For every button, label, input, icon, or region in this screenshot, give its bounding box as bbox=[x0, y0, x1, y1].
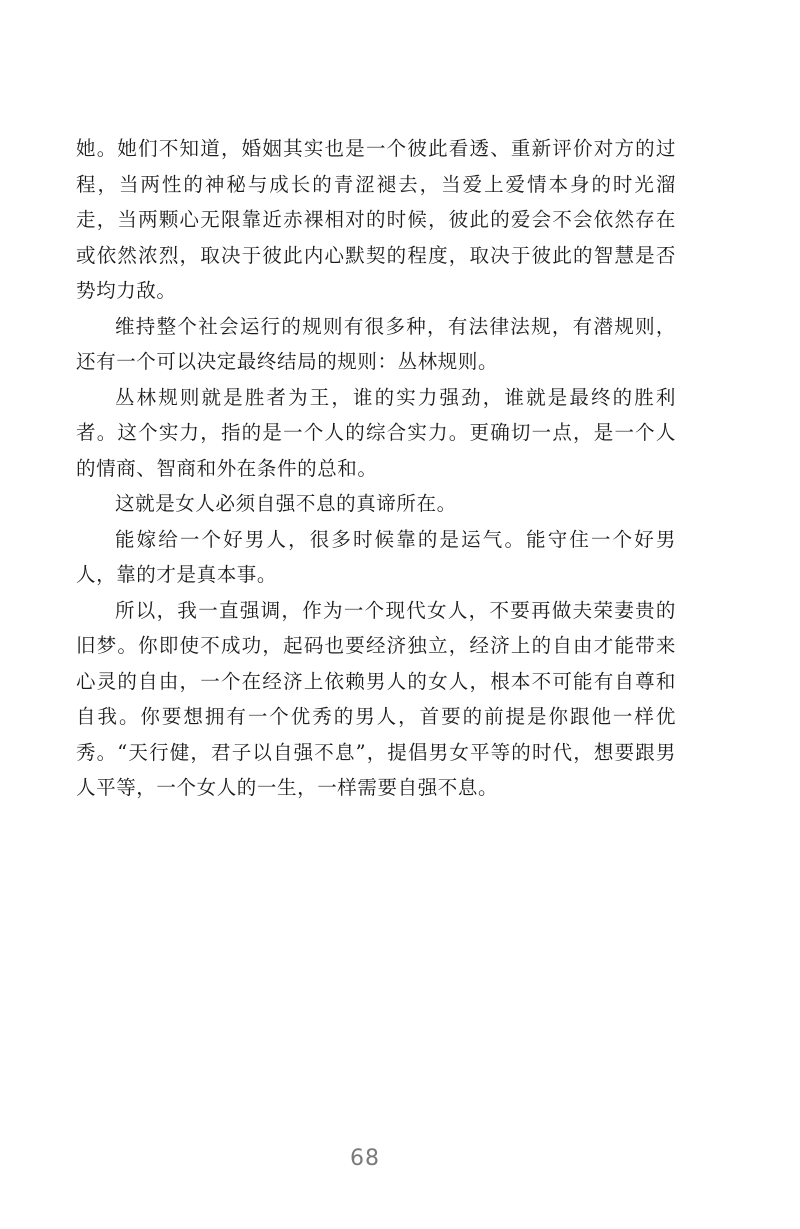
paragraph-jungle-rules-intro: 维持整个社会运行的规则有很多种，有法律法规，有潜规则，还有一个可以决定最终结局的规则：丛林规则。 bbox=[76, 314, 676, 373]
paragraph-conclusion: 所以，我一直强调，作为一个现代女人，不要再做夫荣妻贵的旧梦。你即使不成功，起码也要经济独立，经济上的自由才能带来心灵的自由，一个在经济上依赖男人的女人，根本不可能有自尊和自我。你要想拥有一个优秀的男人，首要的前提是你跟他一样优秀。“天行健，君子以自强不息”，提倡男女平等的时代，想要跟男人平等，一个女人的一生，一样需要自强不息。 bbox=[76, 598, 676, 799]
paragraph-continued: 她。她们不知道，婚姻其实也是一个彼此看透、重新评价对方的过程，当两性的神秘与成长的青涩褪去，当爱上爱情本身的时光溜走，当两颗心无限靠近赤裸相对的时候，彼此的爱会不会依然存在或依然浓烈，取决于彼此内心默契的程度，取决于彼此的智慧是否势均力敌。 bbox=[76, 137, 676, 302]
paragraph-jungle-rules-definition: 丛林规则就是胜者为王，谁的实力强劲，谁就是最终的胜利者。这个实力，指的是一个人的综合实力。更确切一点，是一个人的情商、智商和外在条件的总和。 bbox=[76, 385, 676, 480]
page-body bbox=[76, 131, 676, 806]
paragraph-good-man: 能嫁给一个好男人，很多时候靠的是运气。能守住一个好男人，靠的才是真本事。 bbox=[76, 527, 676, 586]
paragraph-self-improvement: 这就是女人必须自强不息的真谛所在。 bbox=[115, 492, 457, 515]
page-number: 68 bbox=[350, 1146, 380, 1171]
